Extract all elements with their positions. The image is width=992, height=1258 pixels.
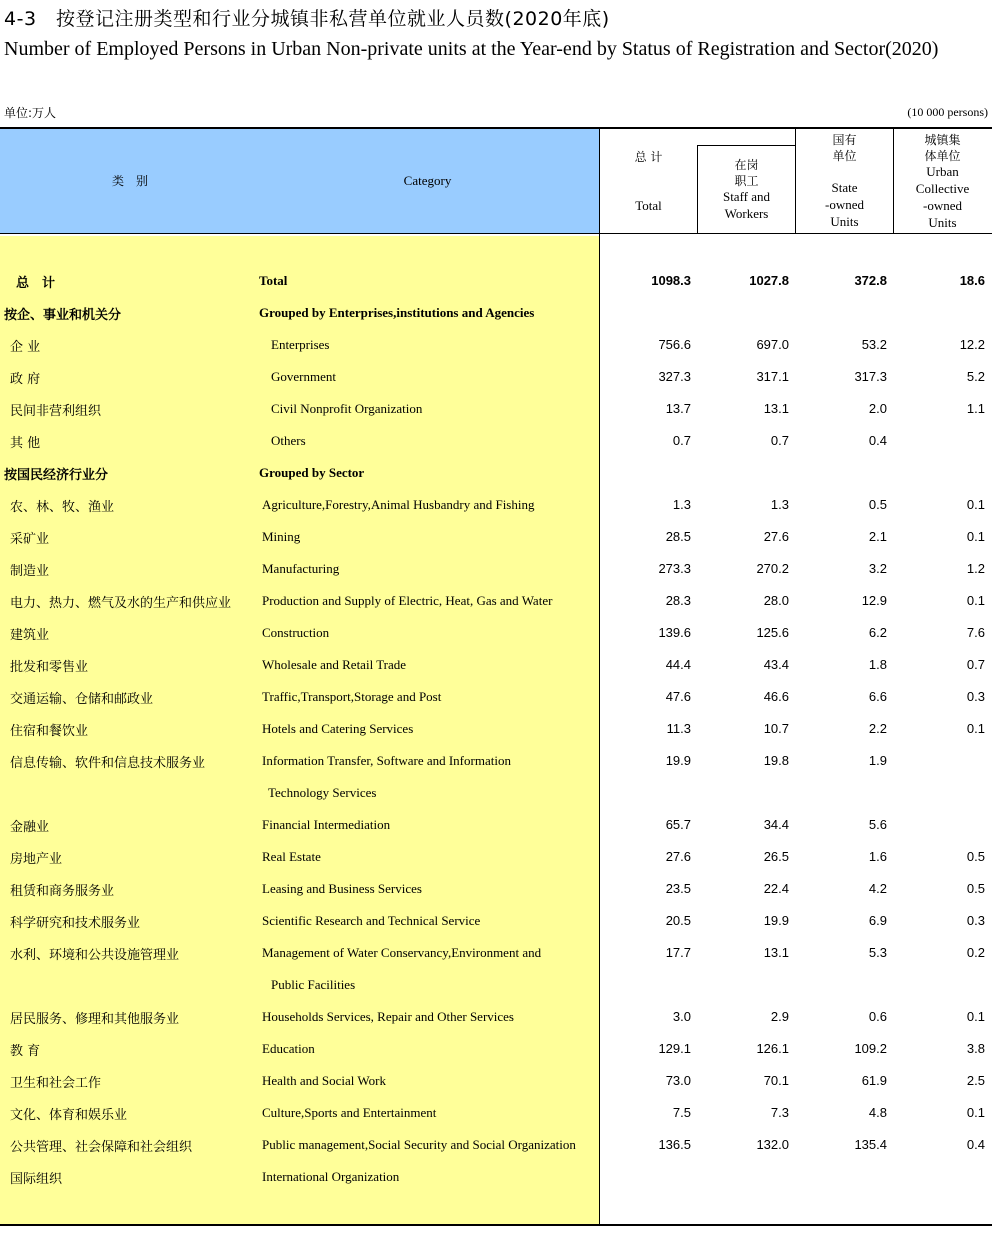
table-row	[0, 968, 992, 1000]
cell-state-owned: 135.4	[854, 1137, 887, 1152]
cell-state-owned: 2.1	[868, 529, 887, 544]
table-title-en: Number of Employed Persons in Urban Non-private units at the Year-end by Status of Registration and Sector(2020)	[4, 38, 939, 60]
row-label-en: Public management,Social Security and Social Organization	[262, 1137, 576, 1152]
cell-staff-workers: 7.3	[770, 1105, 789, 1120]
row-label-cn: 建筑业	[10, 628, 50, 643]
row-label-en: Manufacturing	[262, 561, 340, 576]
cell-urban-collective: 0.1	[966, 1009, 985, 1024]
table-row	[0, 1128, 992, 1160]
cell-staff-workers: 697.0	[756, 337, 789, 352]
row-label-en: Households Services, Repair and Other Services	[262, 1009, 514, 1024]
row-label-cn: 居民服务、修理和其他服务业	[10, 1012, 180, 1027]
row-label-cn: 金融业	[10, 820, 50, 835]
cell-state-owned: 2.0	[868, 401, 887, 416]
table-title-cn: 4-3 按登记注册类型和行业分城镇非私营单位就业人员数(2020年底)	[4, 8, 610, 30]
cell-urban-collective: 12.2	[959, 337, 985, 352]
row-label-en: Management of Water Conservancy,Environment and	[262, 945, 542, 960]
cell-total: 28.3	[665, 593, 691, 608]
table-row	[0, 360, 992, 392]
row-label-cn: 教 育	[10, 1044, 41, 1059]
cell-total: 28.5	[665, 529, 691, 544]
cell-staff-workers: 46.6	[763, 689, 789, 704]
row-label-en: Grouped by Enterprises,institutions and Agencies	[259, 305, 535, 320]
row-label-cn: 信息传输、软件和信息技术服务业	[10, 756, 206, 771]
cell-state-owned: 61.9	[861, 1073, 887, 1088]
header-category-cn: 类 别	[111, 174, 148, 188]
cell-staff-workers: 10.7	[763, 721, 789, 736]
cell-state-owned: 0.6	[868, 1009, 887, 1024]
table-row	[0, 744, 992, 776]
row-label-en: Production and Supply of Electric, Heat, Gas and Water	[262, 593, 553, 608]
row-label-cn: 电力、热力、燃气及水的生产和供应业	[10, 596, 232, 611]
row-label-cn: 水利、环境和公共设施管理业	[10, 948, 180, 963]
cell-total: 47.6	[665, 689, 691, 704]
table-row	[0, 936, 992, 968]
cell-urban-collective: 3.8	[966, 1041, 985, 1056]
header-category-en: Category	[403, 173, 452, 188]
header-divider	[0, 233, 992, 234]
table-row	[0, 712, 992, 744]
row-label-en: Technology Services	[268, 785, 377, 800]
cell-total: 1.3	[672, 497, 691, 512]
cell-staff-workers: 317.1	[756, 369, 789, 384]
table-row	[0, 808, 992, 840]
table-row	[0, 1064, 992, 1096]
row-label-cn: 卫生和社会工作	[10, 1076, 102, 1091]
cell-urban-collective: 0.1	[966, 593, 985, 608]
row-label-cn: 租赁和商务服务业	[10, 884, 115, 899]
cell-state-owned: 1.8	[868, 657, 887, 672]
row-label-cn: 政 府	[10, 372, 41, 387]
cell-state-owned: 4.2	[868, 881, 887, 896]
cell-urban-collective: 0.1	[966, 1105, 985, 1120]
cell-urban-collective: 0.2	[966, 945, 985, 960]
cell-urban-collective: 1.2	[966, 561, 985, 576]
table-row	[0, 904, 992, 936]
row-label-en: Culture,Sports and Entertainment	[262, 1105, 437, 1120]
row-label-cn: 交通运输、仓储和邮政业	[10, 692, 154, 707]
cell-total: 7.5	[672, 1105, 691, 1120]
cell-staff-workers: 22.4	[763, 881, 789, 896]
row-label-cn: 文化、体育和娱乐业	[10, 1108, 128, 1123]
table-row	[0, 1032, 992, 1064]
cell-staff-workers: 132.0	[756, 1137, 789, 1152]
cell-urban-collective: 7.6	[966, 625, 985, 640]
cell-staff-workers: 19.8	[763, 753, 789, 768]
cell-total: 44.4	[665, 657, 691, 672]
row-label-en: International Organization	[262, 1169, 400, 1184]
row-label-en: Scientific Research and Technical Service	[262, 913, 481, 928]
table-row	[0, 488, 992, 520]
unit-label-en: (10 000 persons)	[907, 105, 988, 119]
cell-staff-workers: 1027.8	[749, 273, 789, 288]
cell-staff-workers: 126.1	[756, 1041, 789, 1056]
row-label-cn: 住宿和餐饮业	[10, 724, 89, 739]
row-label-en: Grouped by Sector	[259, 465, 365, 480]
cell-total: 273.3	[658, 561, 691, 576]
table-row	[0, 840, 992, 872]
cell-urban-collective: 0.3	[966, 689, 985, 704]
table-row	[0, 776, 992, 808]
cell-urban-collective: 0.3	[966, 913, 985, 928]
staff-subheader-line	[697, 145, 795, 146]
row-label-en: Financial Intermediation	[262, 817, 391, 832]
cell-total: 3.0	[672, 1009, 691, 1024]
cell-staff-workers: 26.5	[763, 849, 789, 864]
cell-state-owned: 317.3	[854, 369, 887, 384]
cell-state-owned: 1.6	[868, 849, 887, 864]
cell-state-owned: 0.4	[868, 433, 887, 448]
cell-total: 756.6	[658, 337, 691, 352]
cell-total: 1098.3	[651, 273, 691, 288]
row-label-en: Information Transfer, Software and Information	[262, 753, 511, 768]
row-label-en: Leasing and Business Services	[262, 881, 422, 896]
table-row	[0, 456, 992, 488]
table-row	[0, 1000, 992, 1032]
cell-staff-workers: 125.6	[756, 625, 789, 640]
cell-state-owned: 5.6	[868, 817, 887, 832]
row-label-en: Civil Nonprofit Organization	[271, 401, 423, 416]
cell-staff-workers: 28.0	[763, 593, 789, 608]
row-label-en: Mining	[262, 529, 301, 544]
cell-total: 65.7	[665, 817, 691, 832]
cell-staff-workers: 34.4	[763, 817, 789, 832]
cell-urban-collective: 0.1	[966, 721, 985, 736]
cell-urban-collective: 2.5	[966, 1073, 985, 1088]
row-label-cn: 民间非营利组织	[10, 404, 102, 419]
row-label-en: Total	[259, 273, 288, 288]
data-table: 类 别 Category 总 计 Total 在岗 职工 Staff and Workers 国有 单位 State -owned Units 城镇集 体单位 Urban Collective -owned Units	[0, 127, 992, 1226]
unit-label-cn: 单位:万人	[4, 106, 57, 120]
cell-urban-collective: 0.4	[966, 1137, 985, 1152]
cell-total: 13.7	[665, 401, 691, 416]
table-body	[0, 264, 992, 1192]
table-row	[0, 328, 992, 360]
cell-urban-collective: 0.5	[966, 849, 985, 864]
cell-total: 27.6	[665, 849, 691, 864]
cell-total: 19.9	[665, 753, 691, 768]
cell-staff-workers: 13.1	[763, 945, 789, 960]
table-row	[0, 520, 992, 552]
row-label-en: Construction	[262, 625, 330, 640]
row-label-cn: 科学研究和技术服务业	[10, 916, 141, 931]
row-label-cn: 企 业	[10, 340, 41, 355]
cell-total: 129.1	[658, 1041, 691, 1056]
table-row	[0, 584, 992, 616]
cell-staff-workers: 19.9	[763, 913, 789, 928]
row-label-cn: 公共管理、社会保障和社会组织	[10, 1140, 193, 1155]
cell-state-owned: 2.2	[868, 721, 887, 736]
row-label-cn: 采矿业	[10, 532, 50, 547]
cell-urban-collective: 0.1	[966, 529, 985, 544]
row-label-en: Education	[262, 1041, 315, 1056]
table-row	[0, 616, 992, 648]
cell-urban-collective: 0.1	[966, 497, 985, 512]
row-label-en: Traffic,Transport,Storage and Post	[262, 689, 442, 704]
table-row	[0, 296, 992, 328]
cell-state-owned: 5.3	[868, 945, 887, 960]
cell-state-owned: 0.5	[868, 497, 887, 512]
cell-urban-collective: 5.2	[966, 369, 985, 384]
table-row	[0, 680, 992, 712]
cell-staff-workers: 270.2	[756, 561, 789, 576]
cell-state-owned: 53.2	[861, 337, 887, 352]
cell-state-owned: 6.6	[868, 689, 887, 704]
cell-state-owned: 6.2	[868, 625, 887, 640]
cell-total: 20.5	[665, 913, 691, 928]
table-row	[0, 552, 992, 584]
cell-total: 136.5	[658, 1137, 691, 1152]
table-row	[0, 264, 992, 296]
table-row	[0, 392, 992, 424]
cell-total: 17.7	[665, 945, 691, 960]
row-label-cn: 房地产业	[10, 852, 63, 867]
cell-staff-workers: 0.7	[770, 433, 789, 448]
cell-total: 0.7	[672, 433, 691, 448]
row-label-cn: 批发和零售业	[10, 660, 89, 675]
cell-state-owned: 1.9	[868, 753, 887, 768]
row-label-cn: 其 他	[10, 436, 41, 451]
row-label-en: Enterprises	[271, 337, 330, 352]
cell-urban-collective: 18.6	[959, 273, 985, 288]
header-total-en: Total	[635, 198, 662, 213]
table-row	[0, 1096, 992, 1128]
row-label-en: Health and Social Work	[262, 1073, 386, 1088]
cell-state-owned: 4.8	[868, 1105, 887, 1120]
row-label-cn: 按国民经济行业分	[4, 468, 109, 483]
cell-total: 23.5	[665, 881, 691, 896]
cell-state-owned: 3.2	[868, 561, 887, 576]
cell-urban-collective: 1.1	[966, 401, 985, 416]
cell-staff-workers: 27.6	[763, 529, 789, 544]
cell-state-owned: 12.9	[861, 593, 887, 608]
cell-total: 139.6	[658, 625, 691, 640]
row-label-cn: 农、林、牧、渔业	[10, 500, 115, 515]
row-label-cn: 按企、事业和机关分	[4, 308, 122, 323]
cell-state-owned: 372.8	[854, 273, 887, 288]
cell-state-owned: 109.2	[854, 1041, 887, 1056]
cell-urban-collective: 0.5	[966, 881, 985, 896]
cell-staff-workers: 1.3	[770, 497, 789, 512]
row-label-en: Hotels and Catering Services	[262, 721, 414, 736]
cell-staff-workers: 43.4	[763, 657, 789, 672]
cell-total: 73.0	[665, 1073, 691, 1088]
row-label-en: Real Estate	[262, 849, 321, 864]
row-label-cn: 总 计	[16, 276, 56, 291]
cell-total: 327.3	[658, 369, 691, 384]
table-row	[0, 872, 992, 904]
table-row	[0, 424, 992, 456]
row-label-en: Government	[271, 369, 336, 384]
row-label-en: Wholesale and Retail Trade	[262, 657, 407, 672]
cell-staff-workers: 2.9	[770, 1009, 789, 1024]
row-label-en: Public Facilities	[271, 977, 356, 992]
row-label-en: Agriculture,Forestry,Animal Husbandry and Fishing	[262, 497, 535, 512]
row-label-cn: 国际组织	[10, 1172, 63, 1187]
cell-staff-workers: 70.1	[763, 1073, 789, 1088]
row-label-en: Others	[271, 433, 306, 448]
cell-urban-collective: 0.7	[966, 657, 985, 672]
table-row	[0, 648, 992, 680]
cell-state-owned: 6.9	[868, 913, 887, 928]
header-total-cn: 总 计	[634, 150, 663, 164]
row-label-cn: 制造业	[10, 564, 50, 579]
cell-total: 11.3	[666, 721, 691, 736]
table-row	[0, 1160, 992, 1192]
cell-staff-workers: 13.1	[763, 401, 789, 416]
